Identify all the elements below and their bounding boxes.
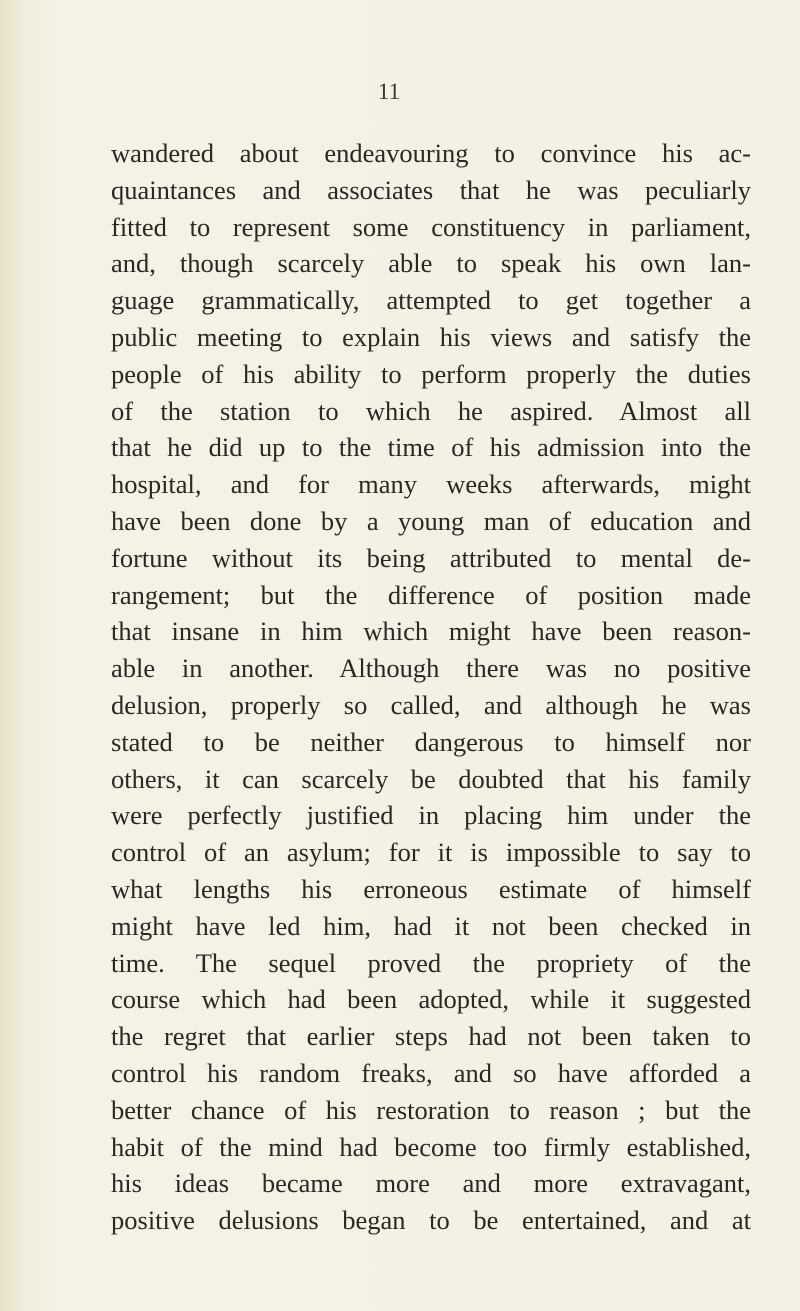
text-line: stated to be neither dangerous to himself nor bbox=[111, 726, 751, 757]
text-line: fortune without its being attributed to mental de- bbox=[111, 542, 751, 573]
text-line: time. The sequel proved the propriety of the bbox=[111, 947, 751, 978]
text-line: of the station to which he aspired. Almost all bbox=[111, 395, 751, 426]
text-line: quaintances and associates that he was peculiarly bbox=[111, 174, 751, 205]
text-line: might have led him, had it not been checked in bbox=[111, 910, 751, 941]
text-line: others, it can scarcely be doubted that his family bbox=[111, 763, 751, 794]
text-line: course which had been adopted, while it suggested bbox=[111, 984, 751, 1015]
text-line: guage grammatically, attempted to get together a bbox=[111, 285, 751, 316]
text-line: wandered about endeavouring to convince his ac- bbox=[111, 138, 751, 168]
text-line: control of an asylum; for it is impossible to say to bbox=[111, 837, 751, 868]
text-line: his ideas became more and more extravagant, bbox=[111, 1168, 751, 1199]
text-line: and, though scarcely able to speak his own lan- bbox=[111, 248, 751, 279]
text-line: positive delusions began to be entertained, and at bbox=[111, 1205, 751, 1236]
text-line: fitted to represent some constituency in parliament, bbox=[111, 211, 751, 242]
text-line: better chance of his restoration to reason ; but the bbox=[111, 1094, 751, 1125]
text-line: that insane in him which might have been reason- bbox=[111, 616, 751, 647]
text-line: rangement; but the difference of position made bbox=[111, 579, 751, 610]
text-line: hospital, and for many weeks afterwards, might bbox=[111, 469, 751, 500]
text-line: public meeting to explain his views and satisfy the bbox=[111, 321, 751, 352]
text-line: what lengths his erroneous estimate of himself bbox=[111, 873, 751, 904]
text-line: able in another. Although there was no positive bbox=[111, 653, 751, 684]
text-line: habit of the mind had become too firmly established, bbox=[111, 1131, 751, 1162]
text-line: people of his ability to perform properly the duties bbox=[111, 358, 751, 389]
text-line: that he did up to the time of his admission into the bbox=[111, 432, 751, 463]
text-line: were perfectly justified in placing him under the bbox=[111, 800, 751, 831]
text-line: have been done by a young man of education and bbox=[111, 505, 751, 536]
text-line: delusion, properly so called, and although he was bbox=[111, 689, 751, 720]
text-line: control his random freaks, and so have afforded a bbox=[111, 1057, 751, 1088]
page-number: 11 bbox=[377, 79, 401, 104]
body-text bbox=[111, 135, 751, 1239]
text-line: the regret that earlier steps had not been taken to bbox=[111, 1021, 751, 1052]
